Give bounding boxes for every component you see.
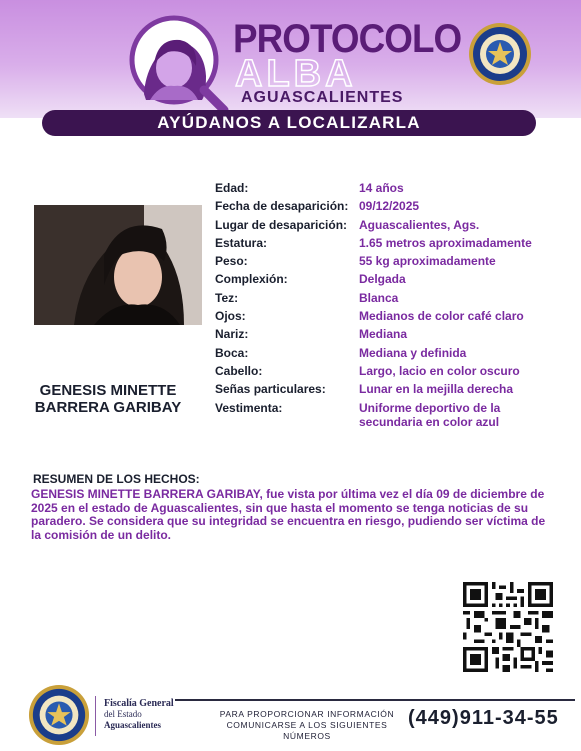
missing-person-photo	[34, 205, 202, 325]
logo-title: PROTOCOLO	[233, 17, 462, 61]
banner	[42, 110, 536, 136]
police-seal-icon	[468, 22, 532, 86]
detail-row-estatura	[215, 236, 565, 254]
detail-value: Uniforme deportivo de la secundaria en color azul	[359, 400, 501, 429]
detail-row-lugar	[215, 218, 565, 236]
detail-value: Medianos de color café claro	[359, 309, 524, 324]
header	[0, 0, 581, 118]
resumen-title: RESUMEN DE LOS HECHOS:	[33, 472, 200, 486]
detail-value: Blanca	[359, 290, 399, 305]
detail-value: 14 años	[359, 181, 404, 195]
banner-text: AYÚDANOS A LOCALIZARLA	[157, 113, 421, 132]
fiscalia-line2: del Estado	[104, 709, 142, 719]
detail-row-edad	[215, 181, 565, 199]
detail-row-ojos	[215, 309, 565, 327]
footer-divider	[95, 696, 96, 736]
fiscalia-logo-text	[104, 698, 184, 731]
detail-label: Vestimenta:	[215, 400, 283, 415]
detail-row-fecha	[215, 199, 565, 217]
detail-row-nariz	[215, 327, 565, 345]
detail-row-cabello	[215, 364, 565, 382]
detail-value: Delgada	[359, 272, 406, 287]
protocolo-alba-logo	[233, 17, 481, 106]
detail-label: Ojos:	[215, 309, 246, 324]
detail-row-senas	[215, 382, 565, 400]
fiscalia-seal-icon	[28, 684, 90, 746]
detail-label: Peso:	[215, 254, 248, 269]
person-name-line1: GENESIS MINETTE	[39, 382, 177, 399]
detail-label: Cabello:	[215, 363, 263, 378]
contact-text	[212, 709, 402, 742]
detail-label: Edad:	[215, 181, 249, 195]
detail-label: Tez:	[215, 290, 239, 305]
detail-value: 1.65 metros aproximadamente	[359, 235, 532, 250]
details-table	[215, 181, 565, 429]
resumen-text: GENESIS MINETTE BARRERA GARIBAY, fue vista por última vez el día 09 de diciembre de 2025 en el estado de Aguascalientes, sin que hasta el momento se tenga noticias de su paradero. Se considera que su integridad se encuentra en riesgo, pudiendo ser víctima de la comisión de un delito.	[31, 487, 546, 542]
detail-row-boca	[215, 346, 565, 364]
detail-row-tez	[215, 291, 565, 309]
detail-label: Nariz:	[215, 327, 249, 342]
detail-value: 09/12/2025	[359, 199, 420, 214]
qr-code-icon	[463, 582, 553, 672]
person-name-line2: BARRERA GARIBAY	[34, 399, 182, 416]
detail-label: Complexión:	[215, 272, 288, 287]
detail-label: Fecha de desaparición:	[215, 199, 349, 214]
detail-value: Lunar en la mejilla derecha	[359, 382, 514, 397]
detail-row-complexion	[215, 272, 565, 290]
logo-subtitle: ALBA	[235, 53, 357, 95]
woman-magnifier-icon	[124, 14, 232, 114]
detail-label: Estatura:	[215, 235, 268, 250]
detail-row-peso	[215, 254, 565, 272]
detail-value: Largo, lacio en color oscuro	[359, 363, 520, 378]
phone-number[interactable]: (449)911-34-55	[408, 707, 559, 729]
detail-value: 55 kg aproximadamente	[359, 254, 496, 269]
person-name	[18, 382, 198, 416]
logo-state: AGUASCALIENTES	[241, 89, 404, 106]
detail-value: Mediana y definida	[359, 345, 467, 360]
contact-line1: PARA PROPORCIONAR INFORMACIÓN	[219, 709, 395, 719]
detail-value: Aguascalientes, Ags.	[359, 217, 480, 232]
fiscalia-line1: Fiscalía General	[104, 698, 174, 709]
contact-line2: COMUNICARSE A LOS SIGUIENTES NÚMEROS	[226, 720, 388, 741]
detail-value: Mediana	[359, 327, 408, 342]
resumen-section	[31, 472, 551, 542]
detail-label: Señas particulares:	[215, 382, 326, 397]
detail-label: Lugar de desaparición:	[215, 217, 348, 232]
detail-label: Boca:	[215, 345, 249, 360]
detail-row-vestimenta	[215, 401, 565, 429]
footer-rule	[175, 699, 575, 701]
fiscalia-line3: Aguascalientes	[104, 720, 161, 730]
